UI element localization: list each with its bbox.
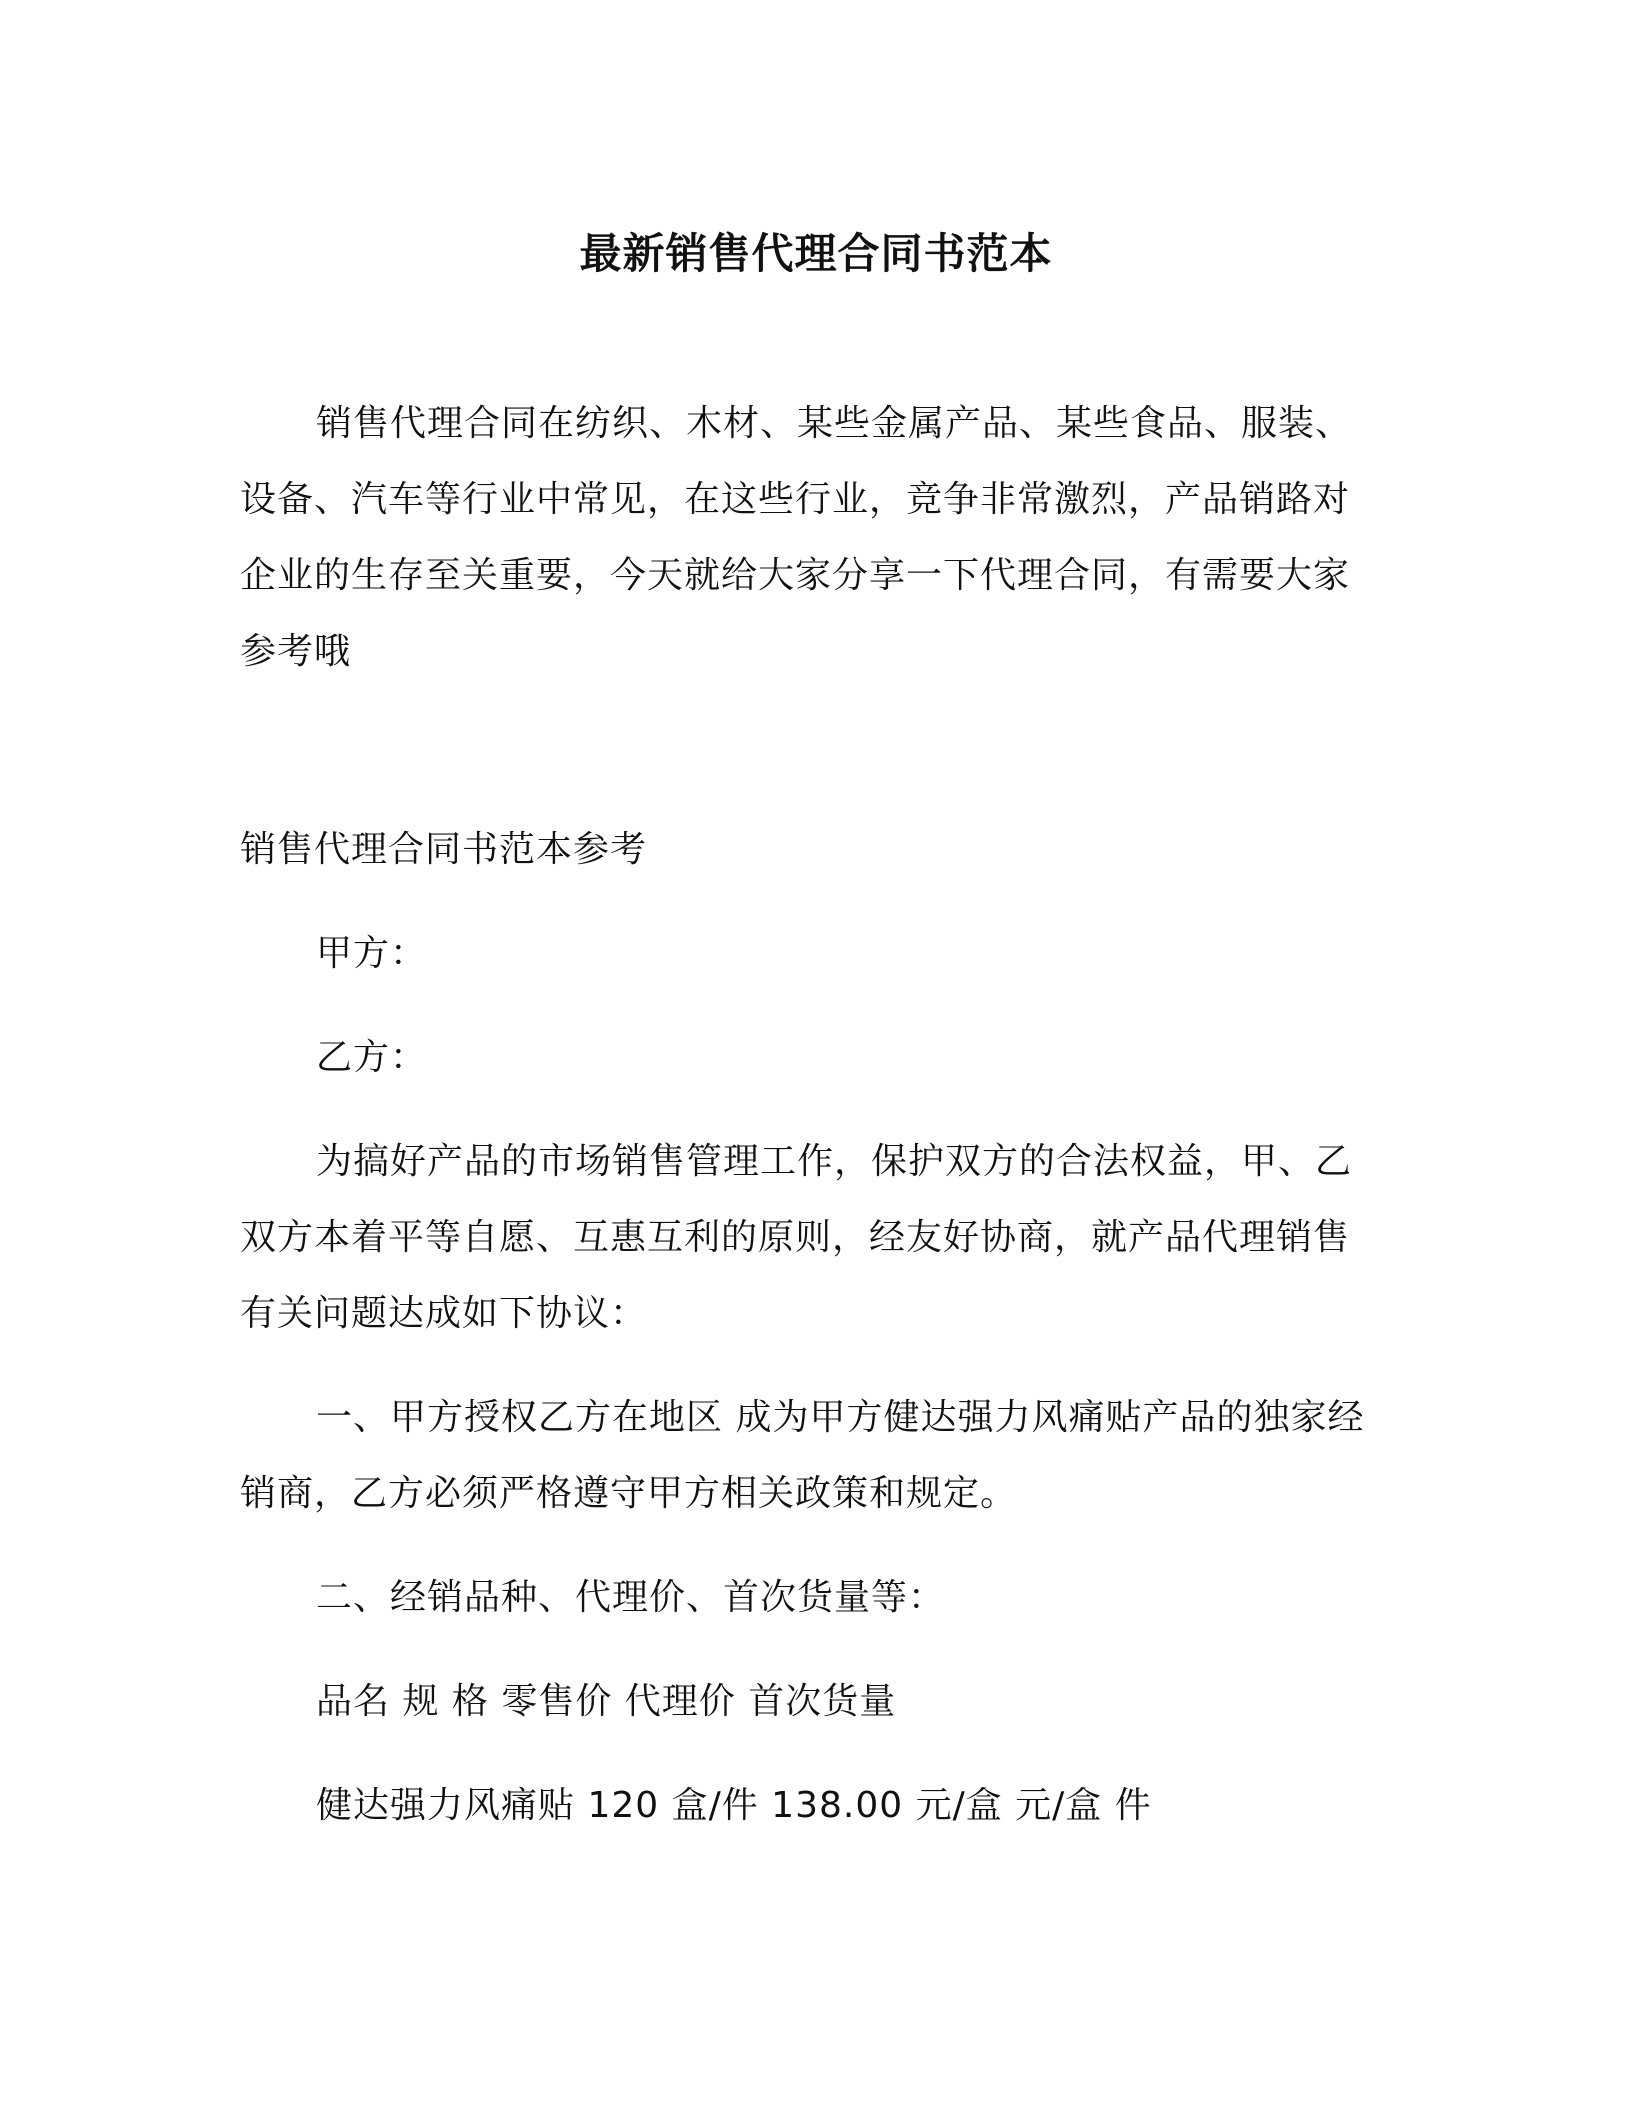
preamble-paragraph: 为搞好产品的市场销售管理工作，保护双方的合法权益，甲、乙双方本着平等自愿、互惠互利的原则，经友好协商，就产品代理销售有关问题达成如下协议： [240, 1141, 1353, 1334]
party-a-label: 甲方： [316, 933, 428, 974]
intro-paragraph: 销售代理合同在纺织、木材、某些金属产品、某些食品、服装、设备、汽车等行业中常见，在这些行业，竞争非常激烈，产品销路对企业的生存至关重要，今天就给大家分享一下代理合同，有需要大家参考哦 [240, 403, 1353, 672]
section-heading: 销售代理合同书范本参考 [240, 829, 648, 870]
table-header-row: 品名 规 格 零售价 代理价 首次货量 [316, 1681, 897, 1722]
party-b-label: 乙方： [316, 1037, 428, 1078]
table-data-row: 健达强力风痛贴 120 盒/件 138.00 元/盒 元/盒 件 [316, 1785, 1152, 1826]
clause-1-paragraph: 一、甲方授权乙方在地区 成为甲方健达强力风痛贴产品的独家经销商，乙方必须严格遵守甲方相关政策和规定。 [240, 1397, 1365, 1514]
document-title: 最新销售代理合同书范本 [579, 229, 1053, 278]
clause-2-heading: 二、经销品种、代理价、首次货量等： [316, 1577, 946, 1618]
